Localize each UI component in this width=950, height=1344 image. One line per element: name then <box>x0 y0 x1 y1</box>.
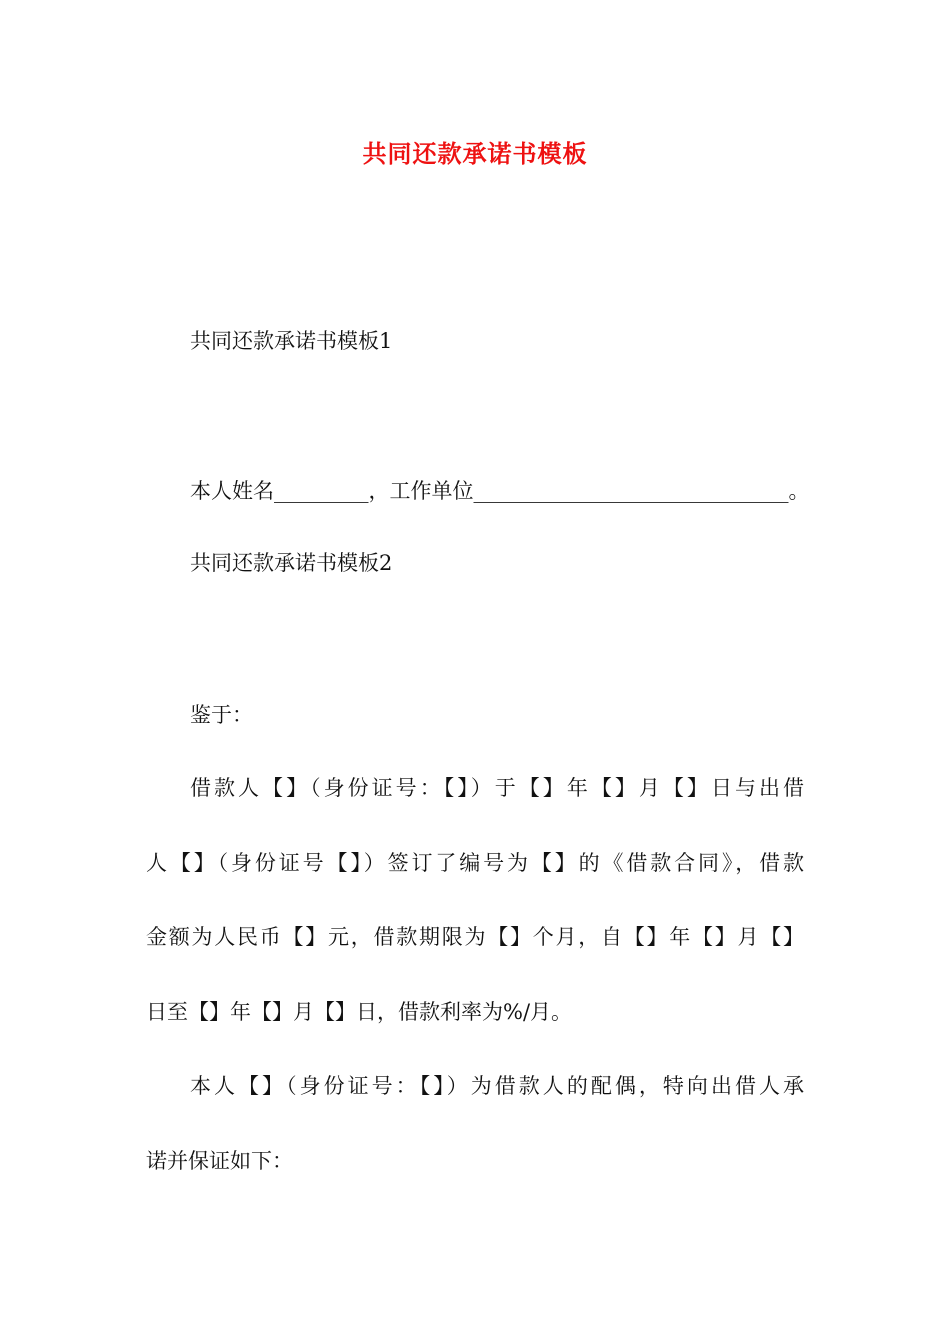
section-heading-1: 共同还款承诺书模板1 <box>190 329 393 353</box>
paragraph-1-line-3: 金额为人民币【】元，借款期限为【】个月，自【】年【】月【】 <box>146 925 804 949</box>
name-workplace-line: 本人姓名_________，工作单位______________________________。 <box>190 479 810 503</box>
paragraph-1-line-2: 人【】（身份证号【】）签订了编号为【】的《借款合同》，借款 <box>146 851 804 875</box>
paragraph-2-line-2: 诺并保证如下： <box>146 1149 293 1173</box>
paragraph-2-line-1: 本人【】（身份证号：【】）为借款人的配偶，特向出借人承 <box>190 1074 804 1098</box>
section-heading-2: 共同还款承诺书模板2 <box>190 551 393 575</box>
paragraph-1-line-4: 日至【】年【】月【】日，借款利率为%/月。 <box>146 1000 573 1024</box>
paragraph-1-line-1: 借款人【】（身份证号：【】）于【】年【】月【】日与出借 <box>190 776 804 800</box>
intro-line: 鉴于： <box>190 703 253 727</box>
document-title: 共同还款承诺书模板 <box>362 139 588 168</box>
